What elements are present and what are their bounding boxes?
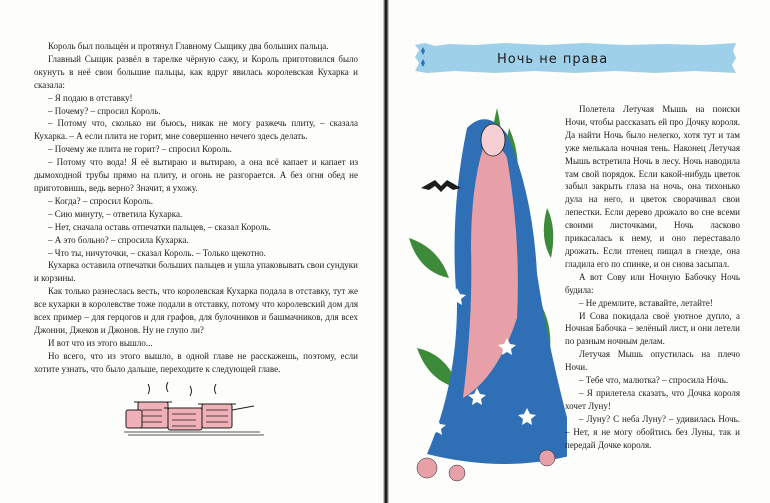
night-figure-illustration: [397, 88, 567, 488]
right-page: [389, 0, 770, 503]
paragraph: Летучая Мышь опустилась на плечо Ночи.: [565, 349, 740, 373]
paragraph: – Не дремлите, вставайте, летайте!: [579, 297, 713, 308]
paragraph: Кухарка оставила отпечатки больших пальцев и ушла упаковывать свои сундуки и корзины.: [34, 260, 358, 284]
paragraph: – Я прилетела сказать, что Дочка короля хочет Луну!: [565, 387, 740, 411]
left-page-text: [34, 40, 358, 376]
left-page: [0, 0, 383, 503]
paragraph: – Нет, сначала оставь отпечатки пальцев, – сказал Король.: [48, 221, 271, 232]
paragraph: – А это больно? – спросила Кухарка.: [48, 234, 189, 245]
paragraph: Полетела Летучая Мышь на поиски Ночи, чтобы рассказать ей про Дочку короля. Да найти Ночь было нелегко, хотя тут и там уже мелькала ночная тень. Наконец Летучая Мышь встретила Ночь в лесу. Ночь наводила там свой порядок. Если какой-нибудь цветок забыл закрыть глаза на ночь, она тихонько дула на него, и цветок сворачивал свои лепестки. Если дерево дрожало во сне всеми своими листочками, Ночь ласково прикасалась к нему, и оно переставало дрожать. Если птенец пищал в гнезде, она гладила его по спинке, и он снова засыпал.: [565, 104, 740, 269]
paragraph: – Я подаю в отставку!: [48, 92, 133, 103]
paragraph: – Сию минуту, – ответила Кухарка.: [48, 208, 183, 219]
paragraph: – Тебе что, малютка? – спросила Ночь.: [579, 375, 729, 386]
paragraph: – Что ты, ничуточки, – сказал Король. – Только щекотно.: [48, 247, 266, 258]
paragraph: – Луну? С неба Луну? – удивилась Ночь. – Нет, я не могу обойтись без Луны, так и передай Дочке короля.: [565, 413, 740, 450]
paragraph: Король был польщён и протянул Главному Сыщику два больших пальца.: [48, 41, 329, 51]
cooking-pots-illustration: [120, 380, 270, 438]
paragraph: И Сова покидала своё уютное дупло, а Ночная Бабочка – зелёный лист, и они летели по разным ночным делам.: [565, 310, 740, 347]
paragraph: – Когда? – спросил Король.: [48, 195, 153, 206]
paragraph: Главный Сыщик развёл в тарелке чёрную сажу, и Король приготовился было окунуть в неё свои большие пальцы, как вдруг явилась королевская Кухарка и сказала:: [34, 53, 358, 90]
paragraph: А вот Сову или Ночную Бабочку Ночь будила:: [565, 271, 740, 295]
paragraph: – Потому что, сколько ни бьюсь, никак не могу разжечь плиту, – сказала Кухарка. – А если плита не горит, мне совершенно нечего здесь делать.: [34, 118, 358, 142]
chapter-title: Ночь не права: [497, 52, 609, 67]
paragraph: – Почему? – спросил Король.: [48, 105, 161, 116]
paragraph: – Потому что вода! Я её вытираю и вытираю, а она всё капает и капает из дымоходной трубы прямо на плиту, и огонь не разгорается. А без огня обед не приготовишь, ведь верно? Значит, я ухожу.: [34, 157, 358, 193]
paragraph: И вот что из этого вышло...: [48, 337, 153, 348]
paragraph: – Почему же плита не горит? – спросил Король.: [48, 144, 232, 155]
paragraph: Но всего, что из этого вышло, в одной главе не расскажешь, поэтому, если хотите узнать, что было дальше, переходите к следующей главе.: [34, 350, 358, 374]
paragraph: Как только разнеслась весть, что королевская Кухарка подала в отставку, тут же все кухарки в королевстве тоже подали в отставку, потому что королевский дом для всех пример – для герцогов и для графов, для булочников и башмачников, для всех Джонни, Джеков и Джонов. Ну не глупо ли?: [34, 286, 358, 335]
right-page-text: [565, 103, 740, 451]
